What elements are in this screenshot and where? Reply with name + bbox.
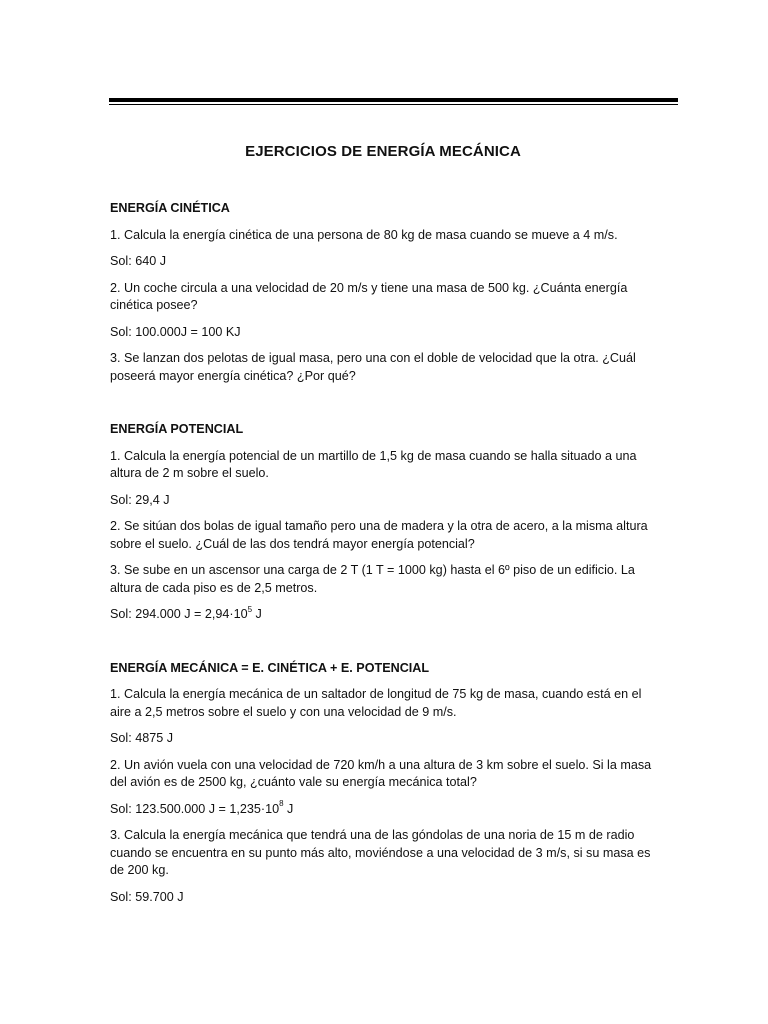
document-body: [110, 200, 656, 915]
exercise-text: 3. Se sube en un ascensor una carga de 2 T (1 T = 1000 kg) hasta el 6º piso de un edificio. La altura de cada piso es de 2,5 metros.: [110, 563, 635, 595]
section-heading: ENERGÍA POTENCIAL: [110, 422, 244, 436]
solution-exponent: 8: [279, 799, 284, 809]
exercise-text: 2. Un avión vuela con una velocidad de 720 km/h a una altura de 3 km sobre el suelo. Si la masa del avión es de 2500 kg, ¿cuánto vale su energía mecánica total?: [110, 757, 652, 789]
section-heading: ENERGÍA CINÉTICA: [110, 201, 230, 215]
section-energia-cinetica: [110, 200, 656, 385]
document-title: EJERCICIOS DE ENERGÍA MECÁNICA: [245, 143, 521, 160]
exercise-text: 1. Calcula la energía cinética de una persona de 80 kg de masa cuando se mueve a 4 m/s.: [110, 227, 618, 242]
solution-unit: J: [283, 801, 294, 816]
header-rule-thin: [109, 104, 678, 105]
solution-exponent: 5: [247, 604, 253, 614]
solution-base: Sol: 123.500.000 J = 1,235·10: [110, 801, 280, 816]
exercise-text: 2. Se sitúan dos bolas de igual tamaño pero una de madera y la otra de acero, a la misma altura sobre el suelo. ¿Cuál de las dos tendrá mayor energía potencial?: [110, 519, 648, 551]
exercise-text: 3. Calcula la energía mecánica que tendrá una de las góndolas de una noria de 15 m de radio cuando se encuentra en su punto más alto, moviéndose a una velocidad de 3 m/s, si su masa es de 200 kg.: [110, 828, 651, 877]
section-energia-potencial: [110, 421, 656, 624]
exercise-text: 2. Un coche circula a una velocidad de 20 m/s y tiene una masa de 500 kg. ¿Cuánta energía cinética posee?: [110, 280, 628, 312]
solution-text: Sol: 4875 J: [110, 731, 174, 745]
solution-text: Sol: 29,4 J: [110, 492, 170, 507]
section-heading: ENERGÍA MECÁNICA = E. CINÉTICA + E. POTENCIAL: [110, 660, 430, 675]
solution-text: Sol: 640 J: [110, 254, 167, 268]
solution-text: [110, 606, 656, 624]
solution-unit: J: [252, 607, 262, 621]
exercise-text: 1. Calcula la energía mecánica de un saltador de longitud de 75 kg de masa, cuando está en el aire a 2,5 metros sobre el suelo y con una velocidad de 9 m/s.: [110, 687, 642, 719]
solution-base: Sol: 294.000 J = 2,94·10: [110, 607, 248, 621]
exercise-text: 3. Se lanzan dos pelotas de igual masa, pero una con el doble de velocidad que la otra. ¿Cuál poseerá mayor energía cinética? ¿Por qué?: [110, 351, 636, 383]
section-energia-mecanica: [110, 660, 656, 907]
solution-text: [110, 801, 656, 819]
header-rule-thick: [109, 98, 678, 102]
solution-text: Sol: 59.700 J: [110, 889, 184, 904]
document-page: [110, 0, 652, 1024]
exercise-text: 1. Calcula la energía potencial de un martillo de 1,5 kg de masa cuando se halla situado a una altura de 2 m sobre el suelo.: [110, 448, 637, 480]
solution-text: Sol: 100.000J = 100 KJ: [110, 324, 241, 339]
